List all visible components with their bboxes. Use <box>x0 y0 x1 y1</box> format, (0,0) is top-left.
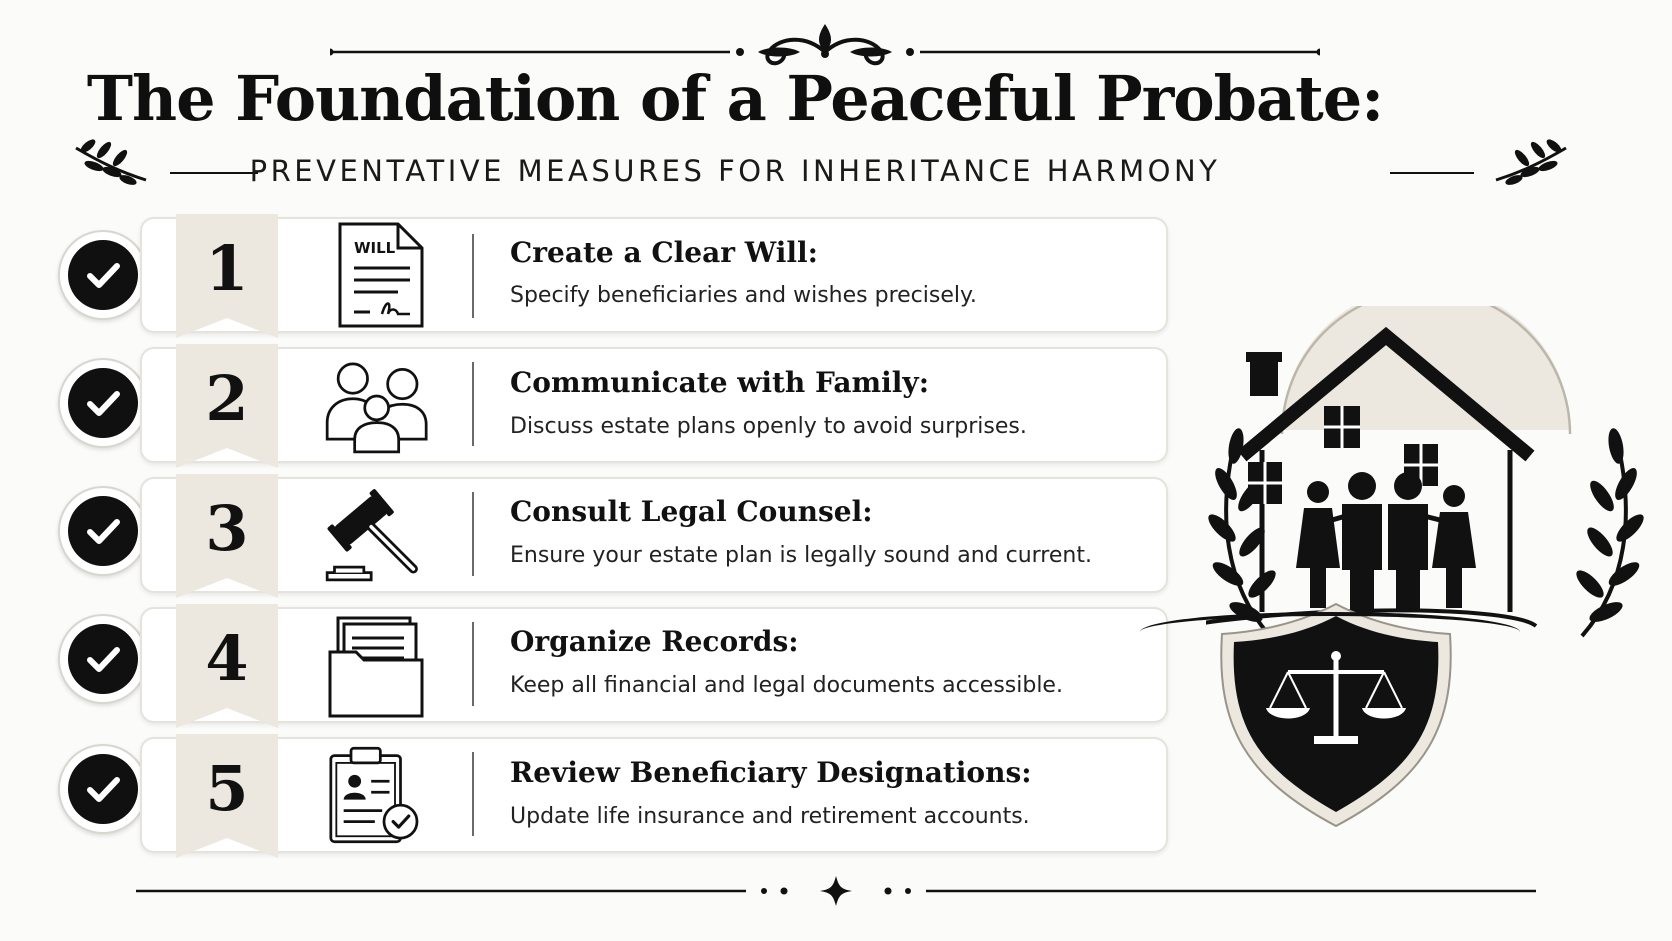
step-1-description: Specify beneficiaries and wishes precisely. <box>510 283 977 308</box>
will-document-icon <box>318 220 428 330</box>
step-4-number: 4 <box>205 622 249 695</box>
step-2-number: 2 <box>205 362 249 435</box>
family-icon <box>318 352 428 462</box>
clipboard-check-icon <box>318 740 428 850</box>
step-2-title: Communicate with Family: <box>510 366 930 399</box>
step-5-separator <box>472 752 474 836</box>
step-4-separator <box>472 622 474 706</box>
step-4-title: Organize Records: <box>510 625 799 658</box>
step-4-ribbon <box>176 604 278 728</box>
family-home-emblem <box>1206 306 1646 866</box>
step-2-card <box>140 347 1168 463</box>
page-subtitle: PREVENTATIVE MEASURES FOR INHERITANCE HARMONY <box>249 154 1221 188</box>
emblem-ground-line <box>1140 612 1520 652</box>
step-1-ribbon <box>176 214 278 338</box>
step-4-description: Keep all financial and legal documents accessible. <box>510 673 1063 698</box>
step-4-check-icon <box>58 614 148 704</box>
step-5-description: Update life insurance and retirement accounts. <box>510 804 1030 829</box>
step-2-separator <box>472 362 474 446</box>
step-2-ribbon <box>176 344 278 468</box>
folder-icon <box>318 612 428 722</box>
bottom-flourish <box>136 876 1536 906</box>
step-5-number: 5 <box>205 752 249 825</box>
step-1-number: 1 <box>205 232 249 305</box>
step-2-description: Discuss estate plans openly to avoid surprises. <box>510 414 1027 439</box>
step-3-number: 3 <box>205 492 249 565</box>
family-silhouette-icon <box>1296 472 1476 610</box>
step-5-card <box>140 737 1168 853</box>
step-5-ribbon <box>176 734 278 858</box>
gavel-icon <box>318 480 428 590</box>
step-1-title: Create a Clear Will: <box>510 236 818 269</box>
step-5-title: Review Beneficiary Designations: <box>510 756 1032 789</box>
will-icon-label: WILL <box>354 239 396 257</box>
step-1-check-icon <box>58 230 148 320</box>
step-2-check-icon <box>58 358 148 448</box>
subtitle-rule-right <box>1390 172 1474 174</box>
page-title: The Foundation of a Peaceful Probate: <box>86 62 1384 135</box>
step-3-title: Consult Legal Counsel: <box>510 495 873 528</box>
step-1-card <box>140 217 1168 333</box>
step-1-separator <box>472 234 474 318</box>
step-5-check-icon <box>58 744 148 834</box>
step-3-separator <box>472 492 474 576</box>
step-3-check-icon <box>58 486 148 576</box>
laurel-right-icon <box>1492 136 1572 192</box>
step-3-ribbon <box>176 474 278 598</box>
step-3-description: Ensure your estate plan is legally sound and current. <box>510 543 1092 568</box>
